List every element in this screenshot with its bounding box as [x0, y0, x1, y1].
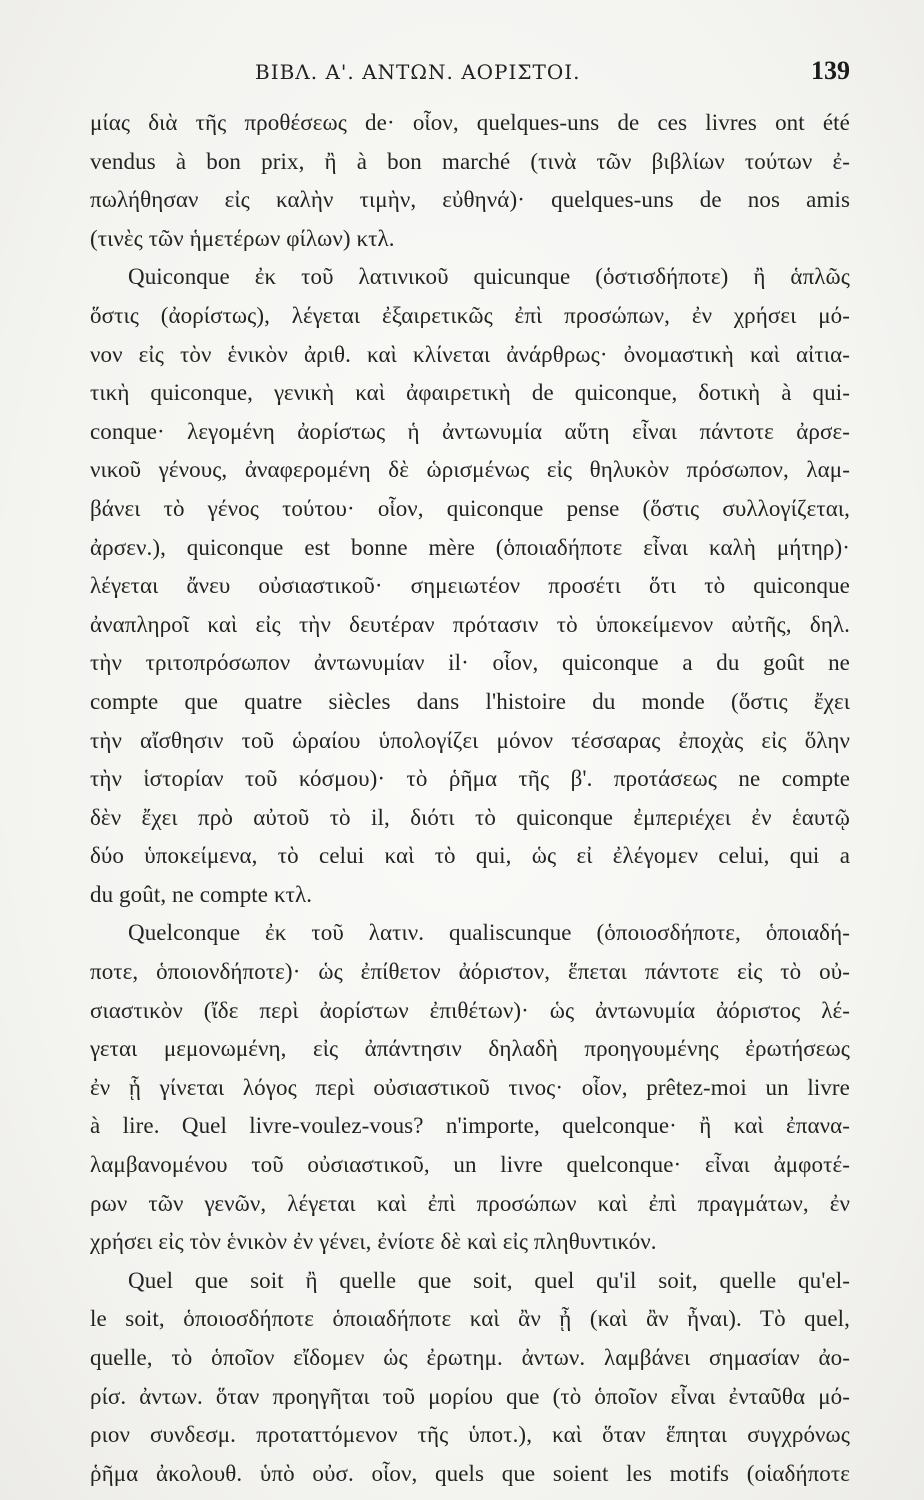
text-line: (τινὲς τῶν ἡμετέρων φίλων) κτλ.	[90, 225, 395, 251]
text-line: τὴν αἴσθησιν τοῦ ὡραίου ὑπολογίζει μόνον τέσσαρας ἐποχὰς εἰς ὅλην	[90, 727, 850, 753]
text-line: βάνει τὸ γένος τούτου· οἷον, quiconque pense (ὅστις συλλογίζεται,	[90, 495, 850, 521]
text-line: Quel que soit ἢ quelle que soit, quel qu'il soit, quelle qu'el-	[128, 1267, 850, 1293]
text-line: γεται μεμονωμένη, εἰς ἀπάντησιν δηλαδὴ προηγουμένης ἐρωτήσεως	[90, 1036, 850, 1062]
text-line: ῥῆμα ἀκολουθ. ὑπὸ οὐσ. οἷον, quels que soient les motifs (οἱαδήποτε	[90, 1460, 850, 1486]
text-line: τικὴ quiconque, γενικὴ καὶ ἀφαιρετικὴ de quiconque, δοτικὴ à qui-	[90, 380, 850, 406]
text-line: λέγεται ἄνευ οὐσιαστικοῦ· σημειωτέον προσέτι ὅτι τὸ quiconque	[90, 573, 850, 599]
text-line: λαμβανομένου τοῦ οὐσιαστικοῦ, un livre quelconque· εἶναι ἀμφοτέ-	[90, 1152, 850, 1178]
text-line: Quiconque ἐκ τοῦ λατινικοῦ quicunque (ὁστισδήποτε) ἢ ἁπλῶς	[128, 264, 850, 290]
text-line: νον εἰς τὸν ἑνικὸν ἀριθ. καὶ κλίνεται ἀνάρθρως· ὀνομαστικὴ καὶ αἰτια-	[90, 341, 850, 367]
text-line: quelle, τὸ ὁποῖον εἴδομεν ὡς ἐρωτημ. ἀντων. λαμβάνει σημασίαν ἀο-	[90, 1345, 850, 1370]
text-line: compte que quatre siècles dans l'histoire du monde (ὅστις ἔχει	[90, 688, 850, 714]
text-line: ρίσ. ἀντων. ὅταν προηγῆται τοῦ μορίου que (τὸ ὁποῖον εἶναι ἐνταῦθα μό-	[90, 1383, 850, 1409]
text-line: ὅστις (ἀορίστως), λέγεται ἐξαιρετικῶς ἐπὶ προσώπων, ἐν χρήσει μό-	[90, 302, 850, 328]
page-number: 139	[811, 56, 850, 85]
text-line: le soit, ὁποιοσδήποτε ὁποιαδήποτε καὶ ἂν ᾖ (καὶ ἂν ἦναι). Τὸ quel,	[90, 1306, 850, 1332]
text-line: à lire. Quel livre-voulez-vous? n'importe, quelconque· ἢ καὶ ἐπανα-	[90, 1113, 850, 1139]
text-line: conque· λεγομένη ἀορίστως ἡ ἀντωνυμία αὕτη εἶναι πάντοτε ἀρσε-	[90, 418, 850, 444]
text-line: δύο ὑποκείμενα, τὸ celui καὶ τὸ qui, ὡς εἰ ἐλέγομεν celui, qui a	[90, 843, 850, 869]
text-line: ποτε, ὁποιονδήποτε)· ὡς ἐπίθετον ἀόριστον, ἕπεται πάντοτε εἰς τὸ οὐ-	[90, 959, 850, 985]
text-line: Quelconque ἐκ τοῦ λατιν. qualiscunque (ὁποιοσδήποτε, ὁποιαδή-	[128, 920, 850, 946]
text-line: τὴν τριτοπρόσωπον ἀντωνυμίαν il· οἷον, quiconque a du goût ne	[90, 650, 850, 676]
text-line: du goût, ne compte κτλ.	[90, 881, 313, 907]
text-line: ρων τῶν γενῶν, λέγεται καὶ ἐπὶ προσώπων καὶ ἐπὶ πραγμάτων, ἐν	[90, 1190, 850, 1216]
text-line: ἀναπληροῖ καὶ εἰς τὴν δευτέραν πρότασιν τὸ ὑποκείμενον αὐτῆς, δηλ.	[90, 611, 850, 637]
text-line: νικοῦ γένους, ἀναφερομένη δὲ ὡρισμένως εἰς θηλυκὸν πρόσωπον, λαμ-	[90, 457, 850, 483]
text-line: δὲν ἔχει πρὸ αὐτοῦ τὸ il, διότι τὸ quiconque ἐμπεριέχει ἐν ἑαυτῷ	[90, 804, 850, 830]
text-line: τὴν ἱστορίαν τοῦ κόσμου)· τὸ ῥῆμα τῆς β'. προτάσεως ne compte	[90, 766, 850, 792]
running-head: ΒΙΒΛ. Α'. ΑΝΤΩΝ. ΑΟΡΙΣΤΟΙ.	[255, 60, 581, 84]
text-line: vendus à bon prix, ἢ à bon marché (τινὰ τῶν βιβλίων τούτων ἐ-	[90, 148, 850, 174]
body-text	[90, 104, 850, 1493]
text-line: χρήσει εἰς τὸν ἑνικὸν ἐν γένει, ἐνίοτε δὲ καὶ εἰς πληθυντικόν.	[90, 1229, 657, 1255]
text-line: μίας διὰ τῆς προθέσεως de· οἷον, quelques-uns de ces livres ont été	[90, 110, 850, 135]
text-line: ριον συνδεσμ. προταττόμενον τῆς ὑποτ.), καὶ ὅταν ἕπηται συγχρόνως	[90, 1422, 850, 1448]
text-line: πωλήθησαν εἰς καλὴν τιμὴν, εὐθηνά)· quelques-uns de nos amis	[90, 187, 850, 213]
text-line: σιαστικὸν (ἴδε περὶ ἀορίστων ἐπιθέτων)· ὡς ἀντωνυμία ἀόριστος λέ-	[90, 997, 850, 1023]
text-line: ἐν ᾗ γίνεται λόγος περὶ οὐσιαστικοῦ τινος· οἷον, prêtez-moi un livre	[90, 1074, 850, 1100]
text-line: ἀρσεν.), quiconque est bonne mère (ὁποιαδήποτε εἶναι καλὴ μήτηρ)·	[90, 534, 850, 560]
page-header	[90, 52, 850, 92]
